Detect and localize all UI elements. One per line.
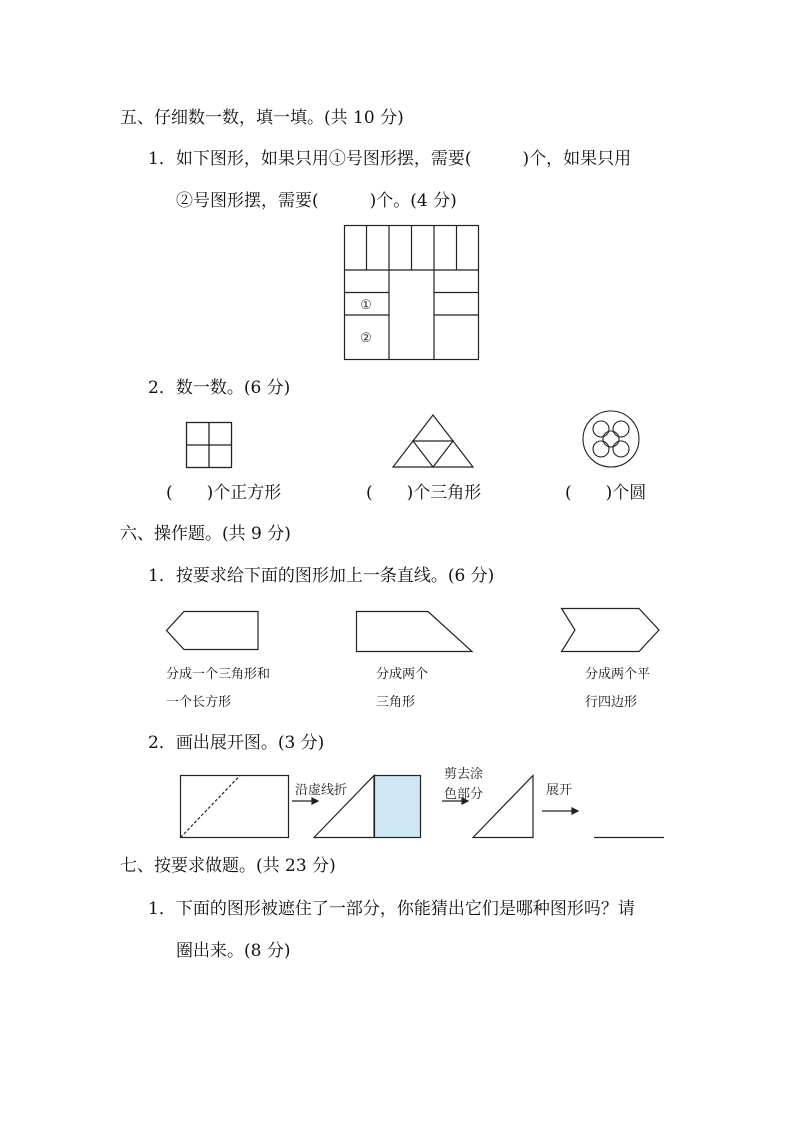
unfold-diagram — [180, 760, 670, 840]
caption2-line2: 三角形 — [376, 695, 416, 710]
caption2-line1: 分成两个 — [376, 667, 429, 682]
step2-label-line2: 色部分 — [444, 787, 484, 802]
tiling-figure — [344, 225, 480, 361]
step3-label: 展开 — [546, 783, 573, 798]
section6-heading: 六、操作题。(共 9 分) — [120, 524, 291, 544]
section5-q1-line1: 1．如下图形，如果只用①号图形摆，需要( )个，如果只用 — [148, 149, 632, 169]
shape2-label: ① — [360, 298, 372, 313]
circles-figure — [582, 410, 640, 468]
chevron-figure — [561, 608, 661, 652]
section7-q1-line1: 1．下面的图形被遮住了一部分，你能猜出它们是哪种图形吗？请 — [148, 899, 635, 919]
section7-heading: 七、按要求做题。(共 23 分) — [120, 856, 336, 876]
answer-circles: ( )个圆 — [565, 483, 647, 503]
step1-label: 沿虚线折 — [295, 783, 348, 798]
caption3-line1: 分成两个平 — [585, 667, 651, 682]
section5-q2-title: 2．数一数。(6 分) — [148, 378, 291, 398]
trapezoid-figure — [356, 611, 474, 653]
pentagon-figure — [166, 611, 260, 651]
squares-figure — [186, 422, 232, 468]
section7-q1-line2: 圈出来。(8 分) — [176, 941, 291, 961]
step2-label-line1: 剪去涂 — [444, 767, 484, 782]
triangles-figure — [392, 414, 474, 468]
answer-squares: ( )个正方形 — [166, 483, 282, 503]
section5-q1-line2: ②号图形摆，需要( )个。(4 分) — [176, 191, 457, 211]
section5-heading: 五、仔细数一数，填一填。(共 10 分) — [120, 108, 404, 128]
shape1-label: ② — [360, 331, 372, 346]
caption1-line2: 一个长方形 — [166, 695, 232, 710]
section6-q1-title: 1．按要求给下面的图形加上一条直线。(6 分) — [148, 566, 495, 586]
section6-q2-title: 2．画出展开图。(3 分) — [148, 733, 325, 753]
answer-triangles: ( )个三角形 — [366, 483, 482, 503]
caption3-line2: 行四边形 — [585, 695, 638, 710]
caption1-line1: 分成一个三角形和 — [166, 667, 271, 682]
